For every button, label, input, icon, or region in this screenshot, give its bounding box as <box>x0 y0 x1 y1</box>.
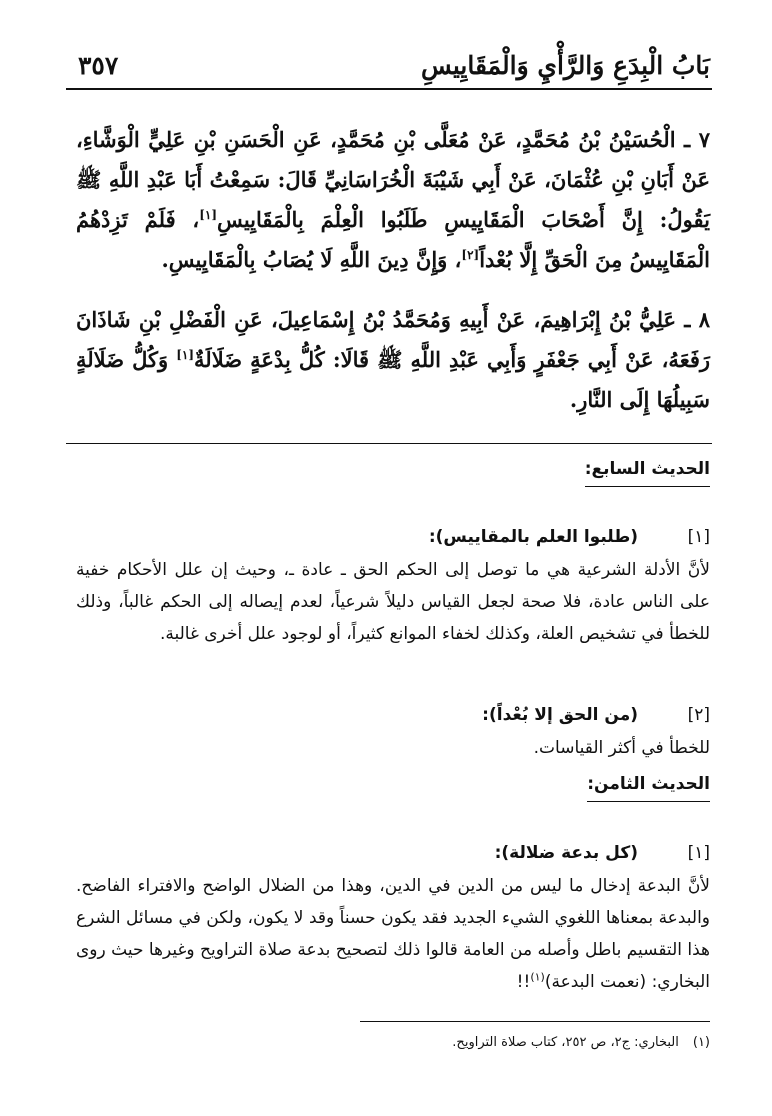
footnote-text: البخاري: ج٢، ص ٢٥٢، كتاب صلاة التراويح. <box>452 1035 679 1050</box>
page-header <box>78 40 710 86</box>
hadith-7-text <box>76 120 710 280</box>
footnote-reference[interactable]: (١) <box>530 970 545 984</box>
comment-8-1-body <box>76 870 710 998</box>
comment-7-2-title: (من الحق إلا بُعْداً): <box>482 705 638 725</box>
comment-8-1-number: [١] <box>687 843 710 863</box>
hadith-7-note-ref-2: [٢] <box>461 248 480 262</box>
comment-7-2-head <box>76 698 710 732</box>
header-divider <box>66 88 712 90</box>
comment-7-1-body: لأنَّ الأدلة الشرعية هي ما توصل إلى الحكم الحق ـ عادة ـ، وحيث إن علل الأحكام خفية على الناس عادة، فلا صحة لجعل القياس دليلاً شرعياً، لعدم إيصاله إلى الحكم غالباً، وذلك للخطأ في تشخيص العلة، وكذلك لخفاء الموانع كثيراً، أو لوجود علل أخرى غالبة. <box>76 560 710 644</box>
page-number: ٣٥٧ <box>78 51 119 80</box>
comment-8-1-title: (كل بدعة ضلالة): <box>494 843 638 863</box>
hadith-7-part-1: ٧ ـ الْحُسَيْنُ بْنُ مُحَمَّدٍ، عَنْ مُعَلَّى بْنِ مُحَمَّدٍ، عَنِ الْحَسَنِ بْنِ عَلِيٍّ الْوَشَّاءِ، عَنْ أَبَانِ بْنِ عُثْمَانَ، عَنْ أَبِي شَيْبَةَ الْخُرَاسَانِيِّ قَالَ: سَمِعْتُ أَبَا عَبْدِ اللَّهِ ﷺ يَقُولُ: إِنَّ أَصْحَابَ الْمَقَايِيسِ طَلَبُوا الْعِلْمَ بِالْمَقَايِيسِ <box>76 127 710 232</box>
hadith-8-part-1: ٨ ـ عَلِيُّ بْنُ إِبْرَاهِيمَ، عَنْ أَبِيهِ وَمُحَمَّدُ بْنُ إِسْمَاعِيلَ، عَنِ الْفَضْلِ بْنِ شَاذَانَ رَفَعَهُ، عَنْ أَبِي جَعْفَرٍ وَأَبِي عَبْدِ اللَّهِ ﷺ قَالَا: كُلُّ بِدْعَةٍ ضَلَالَةٌ <box>76 307 711 372</box>
comment-8-1-body-end: !! <box>516 972 531 992</box>
comment-7-1-head <box>76 520 710 554</box>
comment-8-1-body-text: لأنَّ البدعة إدخال ما ليس من الدين في الدين، وهذا من الضلال الواضح والافتراء الفاضح. والبدعة بمعناها اللغوي الشيء الجديد فقد يكون حسناً وقد لا يكون، ولكن في مسائل الشرع هذا التقسيم باطل وأصله من العامة قالوا ذلك لتصحيح بدعة صلاة التراويح وغيرها حيث روى البخاري: (نعمت البدعة) <box>76 876 710 992</box>
hadith-8-text <box>76 300 710 420</box>
chapter-title: بَابُ الْبِدَعِ وَالرَّأْيِ وَالْمَقَايِيسِ <box>420 51 710 80</box>
comment-7-1-title: (طلبوا العلم بالمقاييس): <box>428 527 638 547</box>
hadith-7-part-2: ، فَلَمْ تَزِدْهُمُ الْمَقَايِيسُ مِنَ الْحَقِّ إِلَّا بُعْداً <box>76 207 710 272</box>
footnote-divider <box>360 1021 710 1022</box>
comment-8-1-head <box>76 836 710 870</box>
footnote <box>76 1030 710 1056</box>
footnote-number: (١) <box>692 1035 710 1050</box>
hadith-7-part-3: ، وَإِنَّ دِينَ اللَّهِ لَا يُصَابُ بِالْمَقَايِيسِ. <box>161 247 462 272</box>
comment-7-2-body: للخطأ في أكثر القياسات. <box>533 738 710 758</box>
hadith-8-note-ref-1: [١] <box>176 348 195 362</box>
hadith-8-part-2: وَكُلُّ ضَلَالَةٍ سَبِيلُهَا إِلَى النَّارِ. <box>76 347 710 412</box>
section-heading-hadith-7: الحديث السابع: <box>585 454 710 487</box>
commentary-divider <box>66 443 712 444</box>
comment-7-1-number: [١] <box>687 527 710 547</box>
section-heading-hadith-8: الحديث الثامن: <box>587 769 710 802</box>
comment-7-2 <box>76 698 710 764</box>
hadith-7-note-ref-1: [١] <box>199 208 218 222</box>
comment-8-1 <box>76 836 710 998</box>
comment-7-2-number: [٢] <box>687 705 710 725</box>
comment-7-1 <box>76 520 710 650</box>
